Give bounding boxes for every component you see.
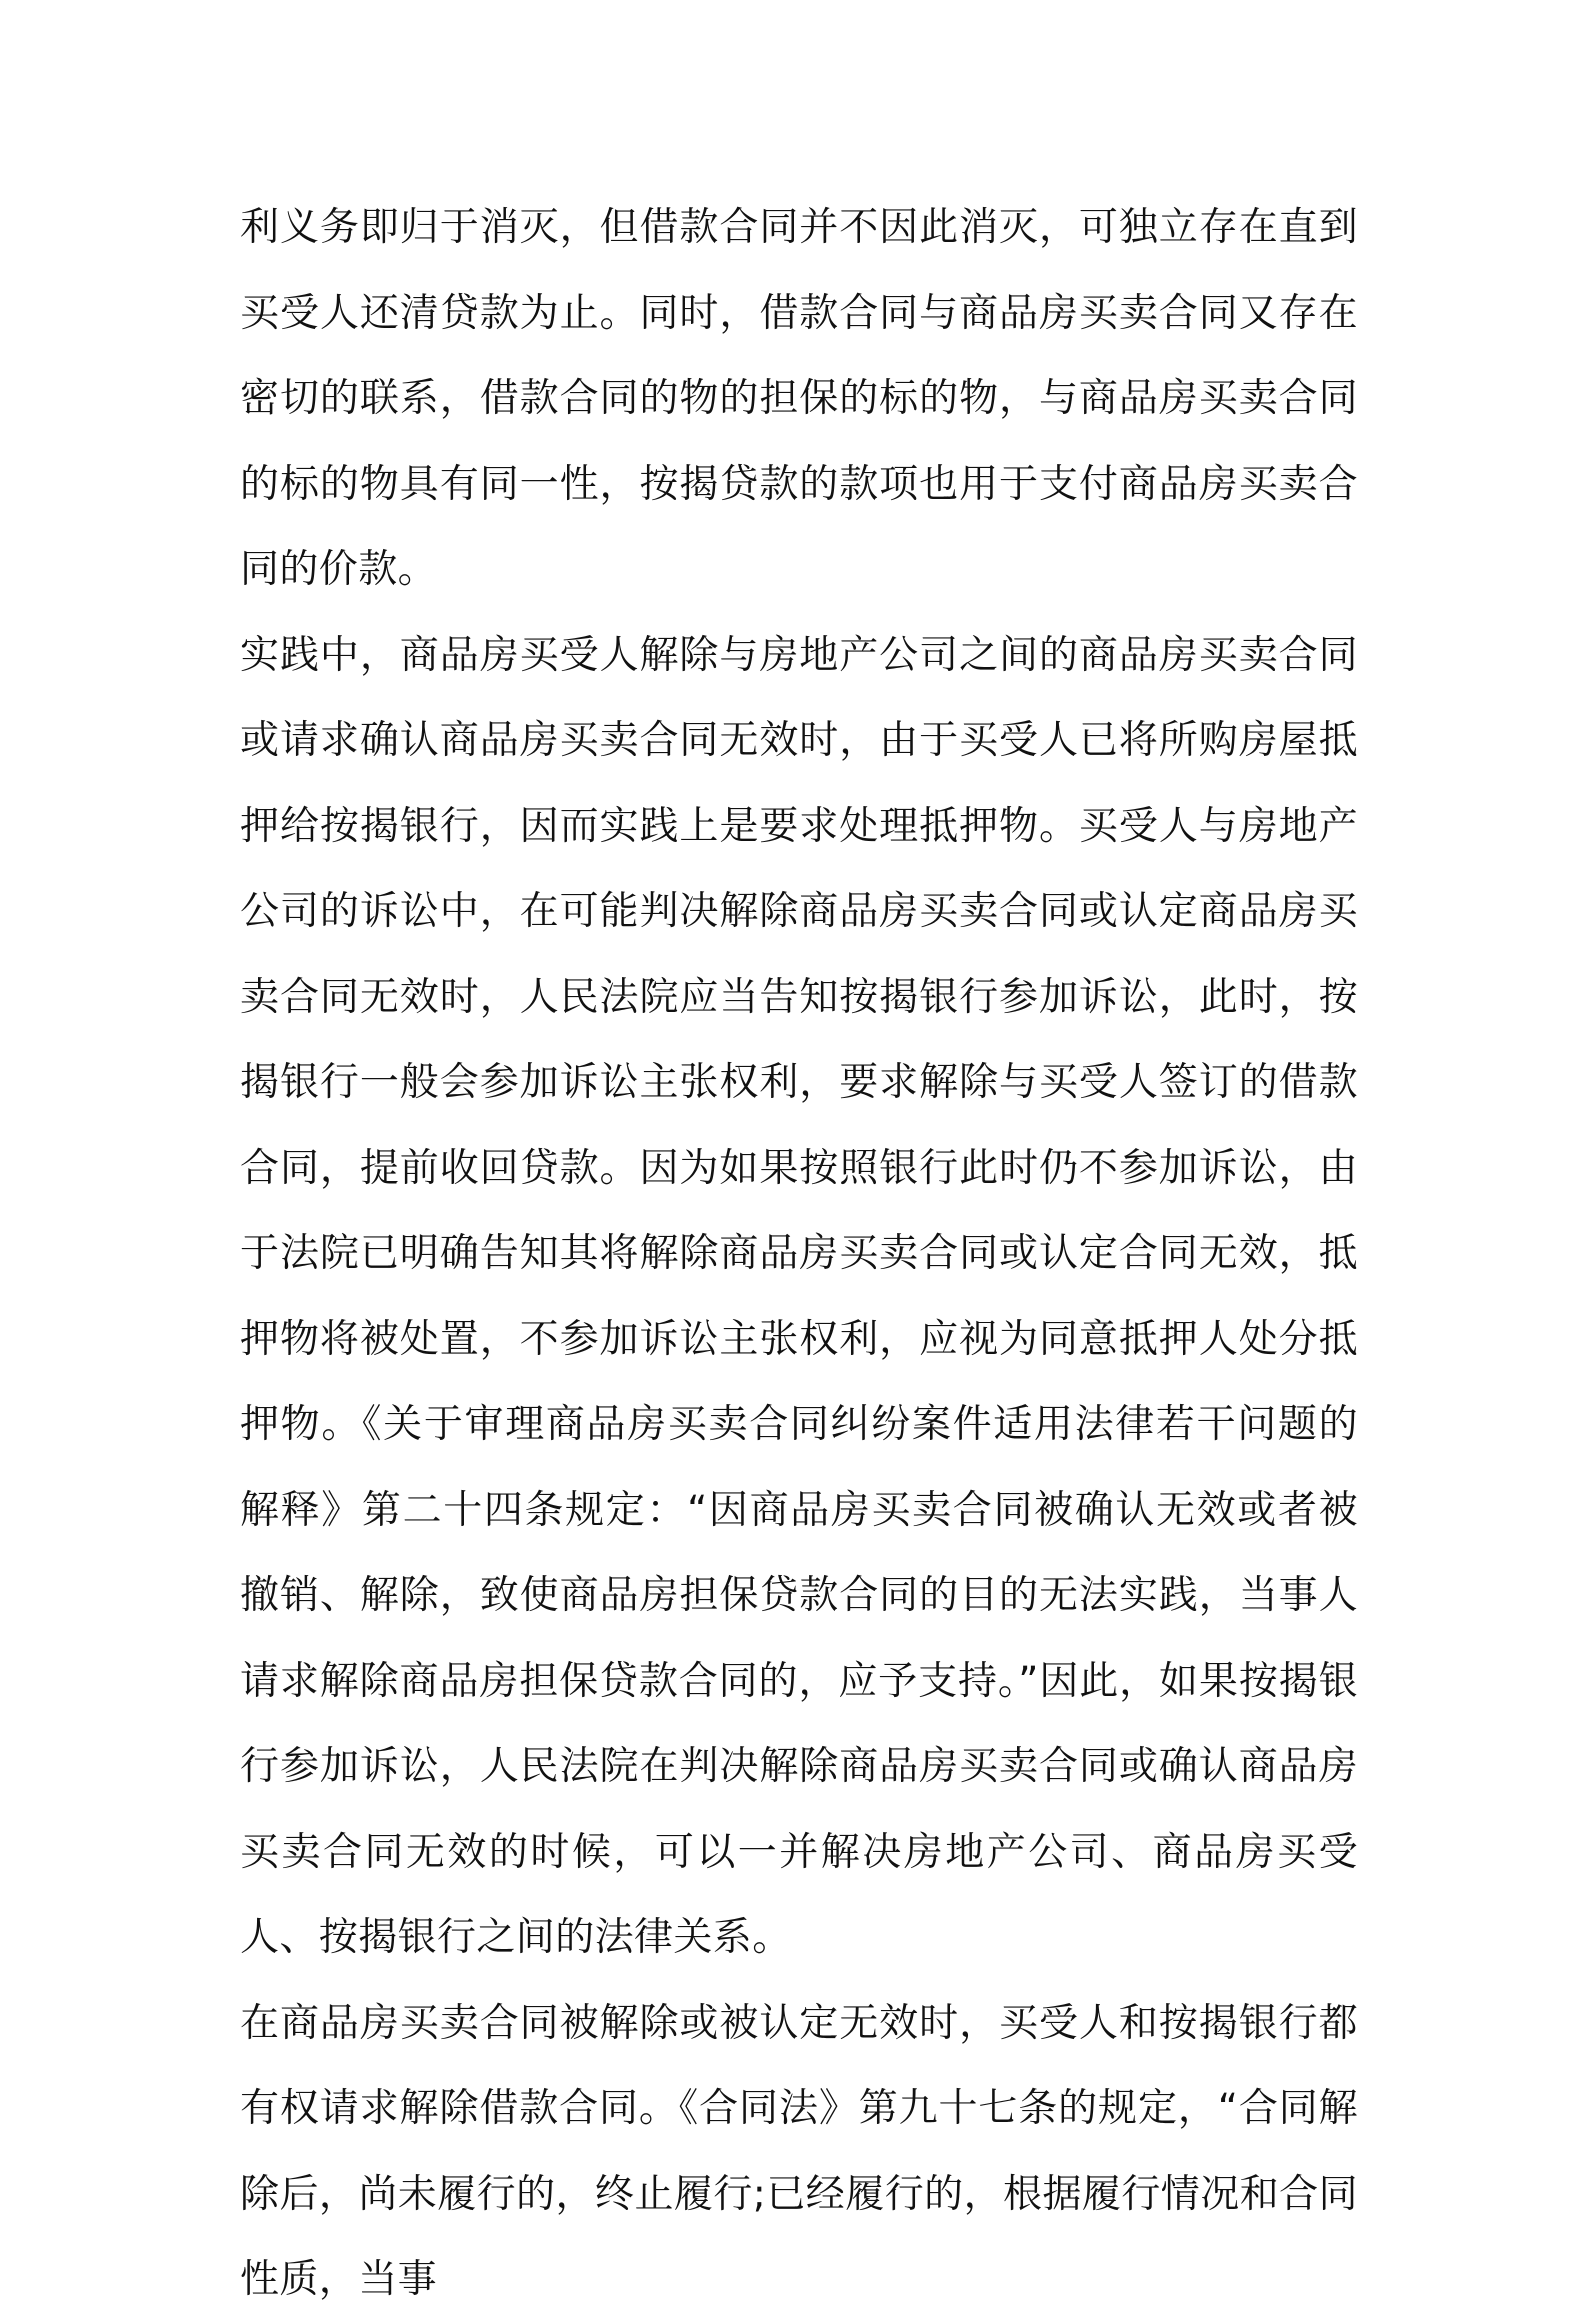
paragraph-3: 在商品房买卖合同被解除或被认定无效时，买受人和按揭银行都有权请求解除借款合同。《合同法》第九十七条的规定，“合同解除后，尚未履行的，终止履行;已经履行的，根据履行情况和合同性质，当事 <box>240 2000 1358 2302</box>
document-body <box>240 185 1358 2323</box>
paragraph-2: 实践中，商品房买受人解除与房地产公司之间的商品房买卖合同或请求确认商品房买卖合同无效时，由于买受人已将所购房屋抵押给按揭银行，因而实践上是要求处理抵押物。买受人与房地产公司的诉讼中，在可能判决解除商品房买卖合同或认定商品房买卖合同无效时，人民法院应当告知按揭银行参加诉讼，此时，按揭银行一般会参加诉讼主张权利，要求解除与买受人签订的借款合同，提前收回贷款。因为如果按照银行此时仍不参加诉讼，由于法院已明确告知其将解除商品房买卖合同或认定合同无效，抵押物将被处置，不参加诉讼主张权利，应视为同意抵押人处分抵押物。《关于审理商品房买卖合同纠纷案件适用法律若干问题的解释》第二十四条规定：“因商品房买卖合同被确认无效或者被撤销、解除，致使商品房担保贷款合同的目的无法实践，当事人请求解除商品房担保贷款合同的，应予支持。”因此，如果按揭银行参加诉讼，人民法院在判决解除商品房买卖合同或确认商品房买卖合同无效的时候，可以一并解决房地产公司、商品房买受人、按揭银行之间的法律关系。 <box>240 632 1358 1960</box>
paragraph-1: 利义务即归于消灭，但借款合同并不因此消灭，可独立存在直到买受人还清贷款为止。同时，借款合同与商品房买卖合同又存在密切的联系，借款合同的物的担保的标的物，与商品房买卖合同的标的物具有同一性，按揭贷款的款项也用于支付商品房买卖合同的价款。 <box>240 205 1358 592</box>
